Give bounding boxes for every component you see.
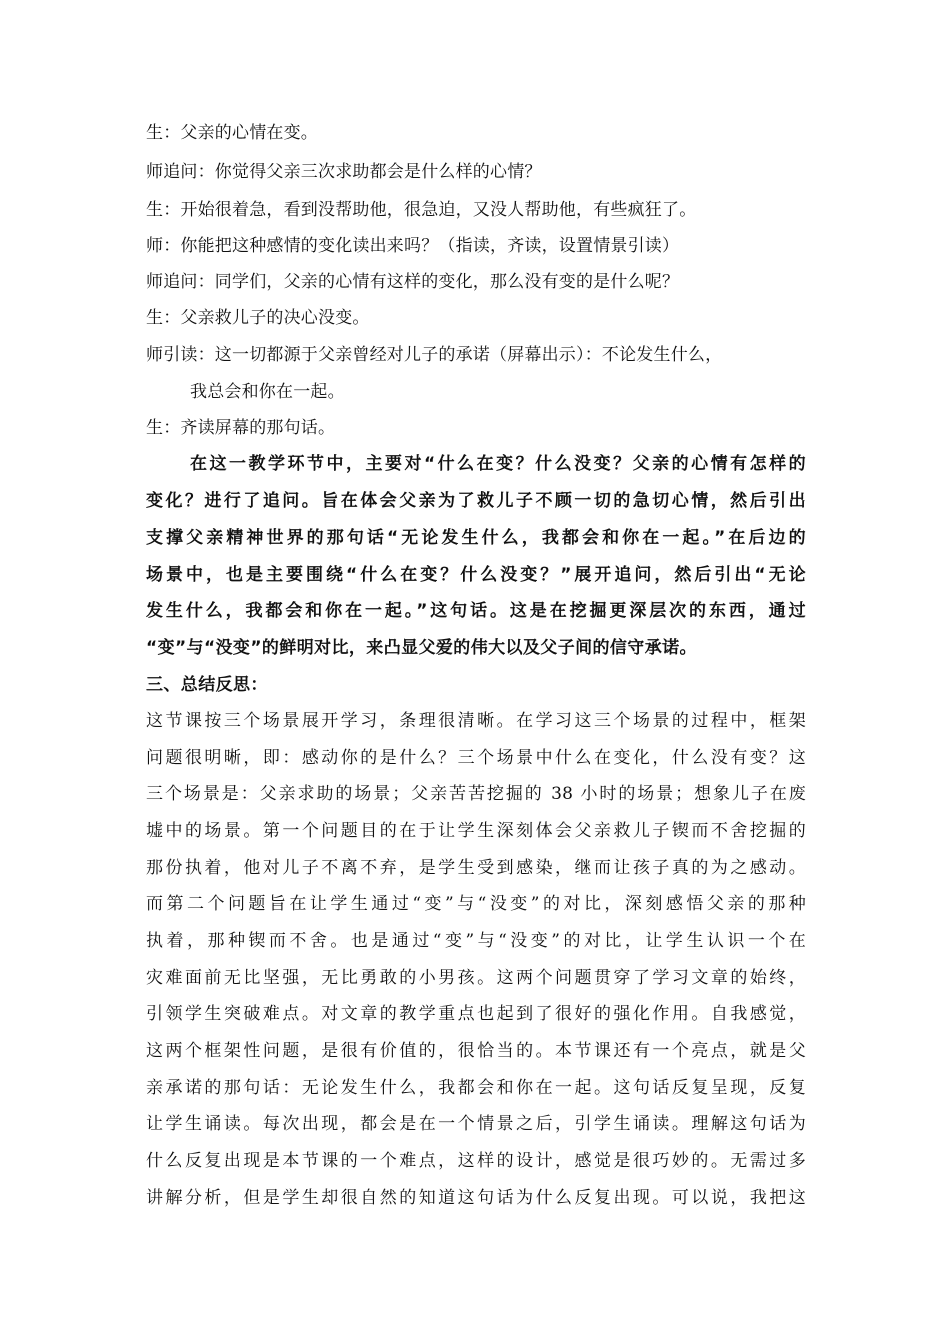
dialogue-line: 生：齐读屏幕的那句话。 <box>146 418 336 438</box>
reflection-line: 什么反复出现是本节课的一个难点，这样的设计，感觉是很巧妙的。无需过多 <box>146 1151 806 1171</box>
commentary-line: 变化？进行了追问。旨在体会父亲为了救儿子不顾一切的急切心情，然后引出 <box>146 491 806 511</box>
reflection-line: 让学生诵读。每次出现，都会是在一个情景之后，引学生诵读。理解这句话为 <box>146 1114 806 1134</box>
commentary-line: 发生什么，我都会和你在一起。”这句话。这是在挖掘更深层次的东西，通过 <box>146 601 806 621</box>
section-heading: 三、总结反思： <box>146 675 268 695</box>
reflection-line: 这两个框架性问题，是很有价值的，很恰当的。本节课还有一个亮点，就是父 <box>146 1041 806 1061</box>
dialogue-line: 生：开始很着急，看到没帮助他，很急迫，又没人帮助他，有些疯狂了。 <box>146 200 697 220</box>
dialogue-line: 师：你能把这种感情的变化读出来吗？（指读，齐读，设置情景引读） <box>146 236 680 256</box>
dialogue-line: 生：父亲救儿子的决心没变。 <box>146 308 370 328</box>
dialogue-line: 师追问：你觉得父亲三次求助都会是什么样的心情？ <box>146 162 542 182</box>
dialogue-line: 我总会和你在一起。 <box>190 382 345 402</box>
reflection-line: 讲解分析，但是学生却很自然的知道这句话为什么反复出现。可以说，我把这 <box>146 1188 806 1208</box>
reflection-line: 墟中的场景。第一个问题目的在于让学生深刻体会父亲救儿子锲而不舍挖掘的 <box>146 821 806 841</box>
reflection-line: 亲承诺的那句话：无论发生什么，我都会和你在一起。这句话反复呈现，反复 <box>146 1078 806 1098</box>
dialogue-line: 师引读：这一切都源于父亲曾经对儿子的承诺（屏幕出示）：不论发生什么， <box>146 345 723 365</box>
commentary-line: 支撑父亲精神世界的那句话“无论发生什么，我都会和你在一起。”在后边的 <box>146 528 806 548</box>
reflection-line: 灾难面前无比坚强，无比勇敢的小男孩。这两个问题贯穿了学习文章的始终， <box>146 968 806 988</box>
reflection-line: 引领学生突破难点。对文章的教学重点也起到了很好的强化作用。自我感觉， <box>146 1004 806 1024</box>
reflection-line: 执着，那种锲而不舍。也是通过“变”与“没变”的对比，让学生认识一个在 <box>146 931 806 951</box>
commentary-line: 在这一教学环节中，主要对“什么在变？什么没变？父亲的心情有怎样的 <box>190 454 806 474</box>
reflection-line: 这节课按三个场景展开学习，条理很清晰。在学习这三个场景的过程中，框架 <box>146 711 806 731</box>
reflection-line: 而第二个问题旨在让学生通过“变”与“没变”的对比，深刻感悟父亲的那种 <box>146 894 806 914</box>
dialogue-line: 师追问：同学们，父亲的心情有这样的变化，那么没有变的是什么呢？ <box>146 272 680 292</box>
commentary-line: “变”与“没变”的鲜明对比，来凸显父爱的伟大以及父子间的信守承诺。 <box>146 638 697 658</box>
reflection-line: 问题很明晰，即：感动你的是什么？三个场景中什么在变化，什么没有变？这 <box>146 748 806 768</box>
reflection-line: 三个场景是：父亲求助的场景；父亲苦苦挖掘的 38 小时的场景；想象儿子在废 <box>146 784 806 804</box>
dialogue-line: 生：父亲的心情在变。 <box>146 123 318 143</box>
commentary-line: 场景中，也是主要围绕“什么在变？什么没变？”展开追问，然后引出“无论 <box>146 565 806 585</box>
reflection-line: 那份执着，他对儿子不离不弃，是学生受到感染，继而让孩子真的为之感动。 <box>146 858 806 878</box>
